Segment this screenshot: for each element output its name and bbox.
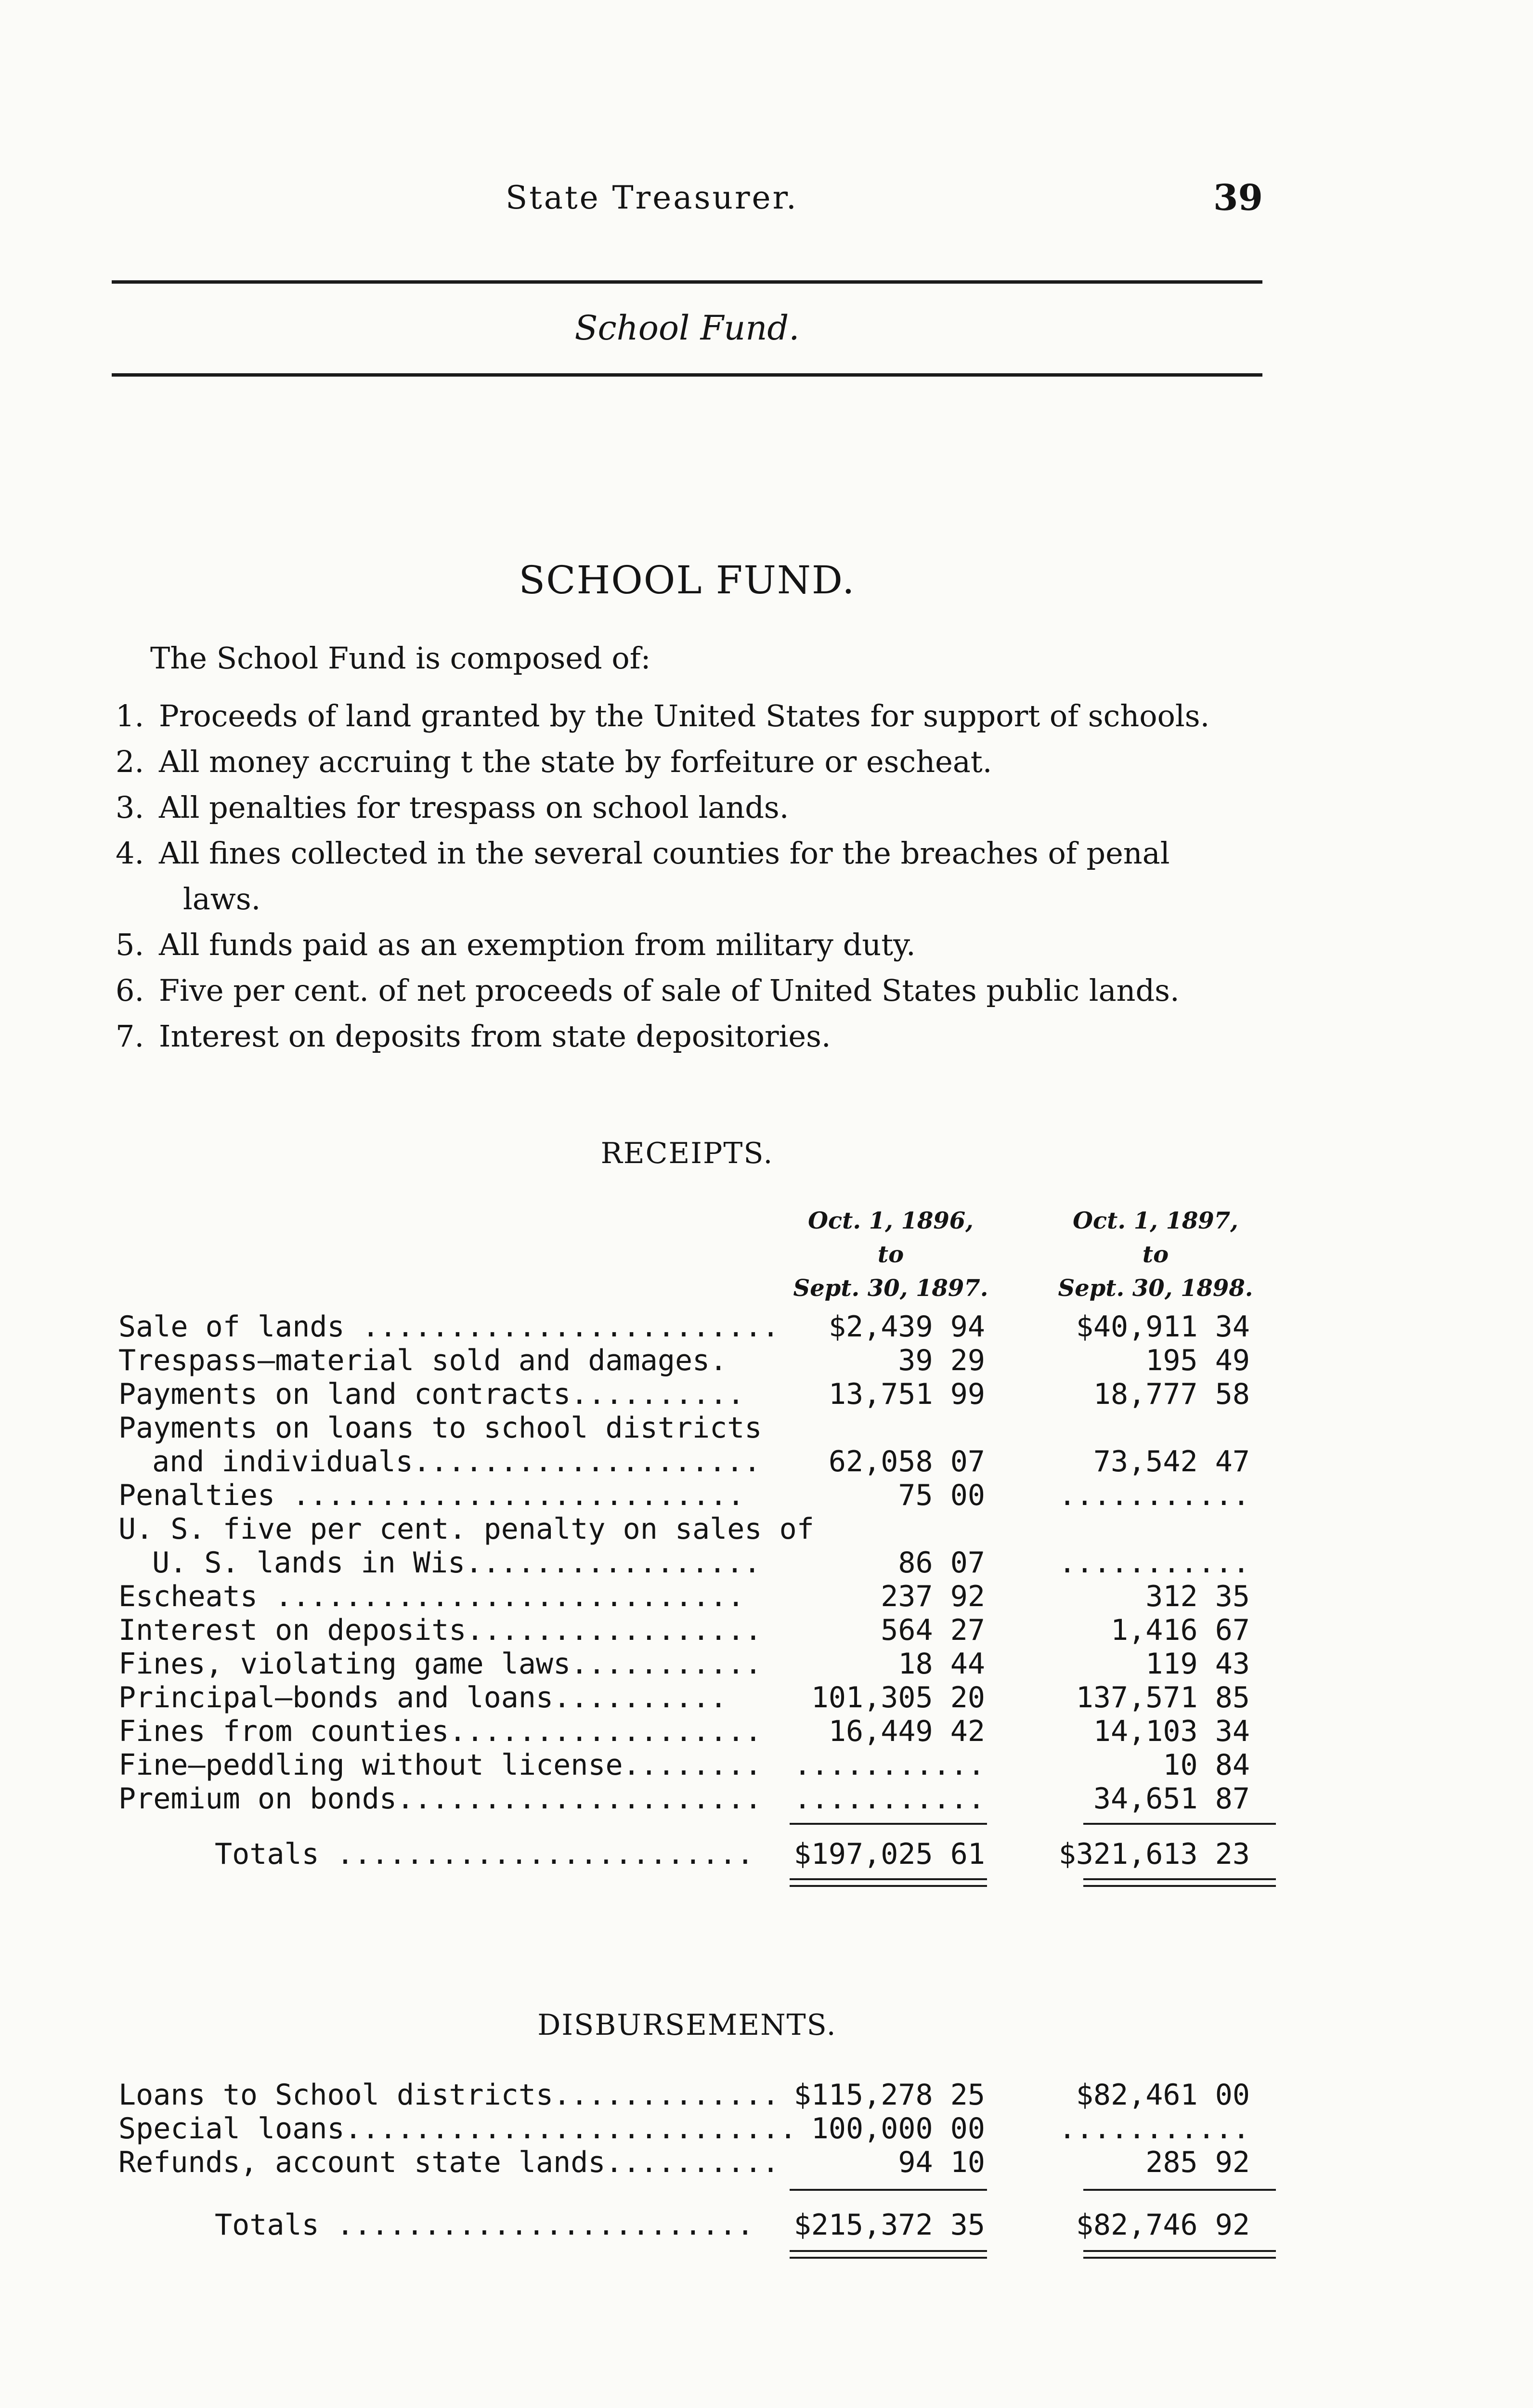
section-subtitle: School Fund.	[574, 308, 800, 348]
value-1898: 18,777 58	[1093, 1377, 1250, 1411]
value-1898: ...........	[1058, 1546, 1250, 1580]
list-text: Interest on deposits from state depositories.	[159, 1019, 831, 1054]
value-1898: ...........	[1058, 2112, 1250, 2146]
value-1898: 119 43	[1145, 1647, 1250, 1681]
value-1897: 100,000 00	[811, 2112, 985, 2146]
table-row	[118, 1512, 1284, 1546]
column-header-1897	[1054, 1204, 1257, 1305]
row-label: Special loans..........................	[118, 2112, 797, 2146]
list-item	[116, 698, 1209, 733]
sum-rule	[1083, 2189, 1276, 2191]
list-item	[116, 744, 992, 779]
row-label: Interest on deposits.................	[118, 1613, 762, 1647]
row-label: U. S. lands in Wis.................	[152, 1546, 761, 1580]
column-header-line: Sept. 30, 1897.	[793, 1275, 988, 1302]
list-number: 7.	[116, 1019, 144, 1054]
table-row	[118, 1411, 1284, 1445]
list-text: All money accruing t the state by forfeiture or escheat.	[159, 744, 992, 779]
total-1897: $197,025 61	[793, 1837, 985, 1871]
double-rule-top	[790, 2250, 987, 2252]
running-header: State Treasurer.	[506, 179, 798, 216]
value-1897: 18 44	[898, 1647, 985, 1681]
value-1898: ...........	[1058, 1479, 1250, 1512]
intro-text: The School Fund is composed of:	[150, 641, 651, 676]
value-1897: 86 07	[898, 1546, 985, 1580]
row-label: Fine—peddling without license........	[118, 1748, 762, 1782]
table-row	[118, 1647, 1284, 1681]
table-row	[118, 1344, 1284, 1377]
receipts-heading: RECEIPTS.	[600, 1137, 774, 1170]
list-text: Five per cent. of net proceeds of sale of United States public lands.	[159, 973, 1180, 1008]
total-1897: $215,372 35	[793, 2208, 985, 2242]
totals-row	[118, 1837, 1284, 1871]
sum-rule	[790, 1823, 987, 1825]
double-rule-top	[1083, 2250, 1276, 2252]
page-number: 39	[1213, 177, 1263, 219]
value-1897: 237 92	[881, 1580, 985, 1613]
column-header-line: Sept. 30, 1898.	[1058, 1275, 1253, 1302]
list-text: All penalties for trespass on school lands.	[159, 790, 789, 825]
table-row	[118, 1546, 1284, 1580]
list-number: 2.	[116, 744, 144, 779]
list-number: 1.	[116, 698, 144, 733]
row-label: Trespass—material sold and damages.	[118, 1344, 728, 1377]
list-number: 3.	[116, 790, 144, 825]
column-header-line: to	[877, 1241, 904, 1268]
value-1897: 62,058 07	[828, 1445, 985, 1479]
value-1897: 39 29	[898, 1344, 985, 1377]
value-1898: 195 49	[1145, 1344, 1250, 1377]
page-title: SCHOOL FUND.	[519, 558, 856, 602]
value-1897: $115,278 25	[793, 2078, 985, 2112]
row-label: Payments on land contracts..........	[118, 1377, 745, 1411]
list-item	[116, 790, 789, 825]
row-label: Loans to School districts.............	[118, 2078, 779, 2112]
row-label: Refunds, account state lands..........	[118, 2146, 779, 2179]
totals-label: Totals ........................	[215, 1837, 754, 1871]
row-label: and individuals....................	[152, 1445, 761, 1479]
list-item	[116, 927, 916, 962]
table-row	[118, 2146, 1284, 2179]
table-row	[118, 1445, 1284, 1479]
row-label: Fines from counties..................	[118, 1714, 762, 1748]
row-label: Payments on loans to school districts	[118, 1411, 762, 1445]
list-text: All fines collected in the several counties for the breaches of penal	[159, 836, 1170, 871]
total-1898: $321,613 23	[1058, 1837, 1250, 1871]
value-1898: 285 92	[1145, 2146, 1250, 2179]
value-1897: 75 00	[898, 1479, 985, 1512]
value-1897: ...........	[793, 1782, 985, 1816]
row-label: Escheats ...........................	[118, 1580, 745, 1613]
list-number: 6.	[116, 973, 144, 1008]
sum-rule	[790, 2189, 987, 2191]
value-1897: 13,751 99	[828, 1377, 985, 1411]
table-row	[118, 1681, 1284, 1714]
list-item	[116, 836, 1170, 871]
table-row	[118, 1377, 1284, 1411]
column-header-1896	[790, 1204, 992, 1305]
value-1898: 14,103 34	[1093, 1714, 1250, 1748]
row-label: U. S. five per cent. penalty on sales of	[118, 1512, 814, 1546]
double-rule-bottom	[790, 1885, 987, 1887]
table-row	[118, 2112, 1284, 2146]
subtitle-rule	[112, 373, 1262, 377]
value-1898: $82,461 00	[1076, 2078, 1250, 2112]
double-rule-top	[1083, 1878, 1276, 1880]
table-row	[118, 1310, 1284, 1344]
list-text: All funds paid as an exemption from military duty.	[159, 927, 916, 962]
disbursements-heading: DISBURSEMENTS.	[537, 2008, 837, 2042]
table-row	[118, 1714, 1284, 1748]
value-1898: 73,542 47	[1093, 1445, 1250, 1479]
list-number: 5.	[116, 927, 144, 962]
value-1898: 10 84	[1163, 1748, 1250, 1782]
row-label: Penalties ..........................	[118, 1479, 745, 1512]
table-row	[118, 1613, 1284, 1647]
table-row	[118, 1748, 1284, 1782]
value-1897: 101,305 20	[811, 1681, 985, 1714]
list-item	[116, 973, 1180, 1008]
header-rule	[112, 280, 1262, 284]
double-rule-top	[790, 1878, 987, 1880]
table-row	[118, 1580, 1284, 1613]
value-1898: 34,651 87	[1093, 1782, 1250, 1816]
row-label: Premium on bonds.....................	[118, 1782, 762, 1816]
list-item-continuation: laws.	[183, 881, 261, 916]
value-1897: 94 10	[898, 2146, 985, 2179]
table-row	[118, 1782, 1284, 1816]
value-1897: 564 27	[881, 1613, 985, 1647]
table-row	[118, 1479, 1284, 1512]
double-rule-bottom	[1083, 2257, 1276, 2259]
value-1897: 16,449 42	[828, 1714, 985, 1748]
totals-label: Totals ........................	[215, 2208, 754, 2242]
total-1898: $82,746 92	[1076, 2208, 1250, 2242]
value-1897: ...........	[793, 1748, 985, 1782]
table-row	[118, 2078, 1284, 2112]
totals-row	[118, 2208, 1284, 2242]
value-1897: $2,439 94	[828, 1310, 985, 1344]
column-header-line: Oct. 1, 1897,	[1073, 1207, 1238, 1234]
double-rule-bottom	[790, 2257, 987, 2259]
list-item	[116, 1019, 831, 1054]
column-header-line: to	[1142, 1241, 1169, 1268]
value-1898: 137,571 85	[1076, 1681, 1250, 1714]
value-1898: 1,416 67	[1111, 1613, 1250, 1647]
list-number: 4.	[116, 836, 144, 871]
column-header-line: Oct. 1, 1896,	[808, 1207, 974, 1234]
value-1898: $40,911 34	[1076, 1310, 1250, 1344]
row-label: Principal—bonds and loans..........	[118, 1681, 728, 1714]
double-rule-bottom	[1083, 1885, 1276, 1887]
row-label: Fines, violating game laws...........	[118, 1647, 762, 1681]
value-1898: 312 35	[1145, 1580, 1250, 1613]
list-text: Proceeds of land granted by the United States for support of schools.	[159, 698, 1210, 733]
row-label: Sale of lands ........................	[118, 1310, 779, 1344]
sum-rule	[1083, 1823, 1276, 1825]
